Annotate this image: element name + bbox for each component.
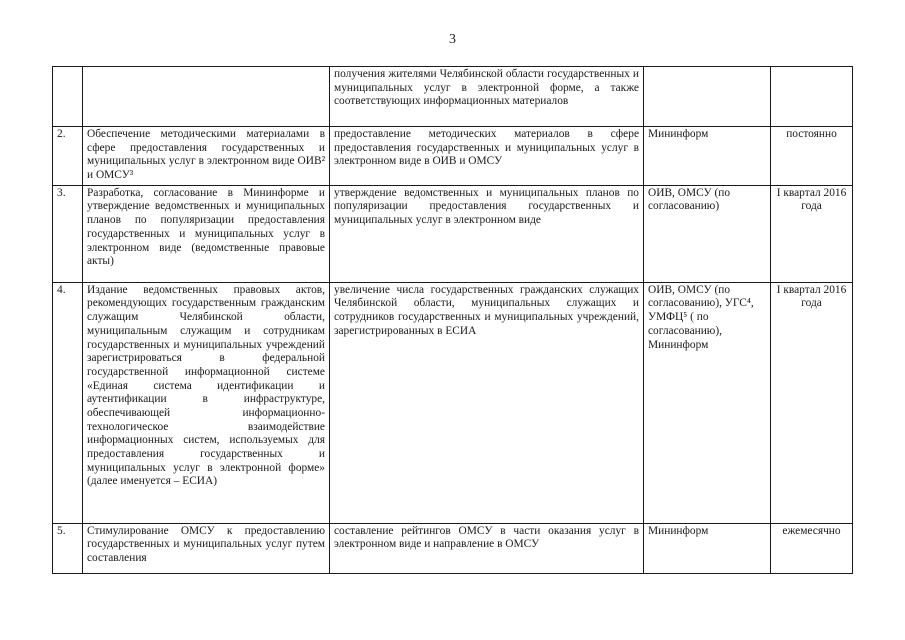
executor-cell: Мининформ [644,127,771,186]
event-cell: Стимулирование ОМСУ к предоставлению государственных и муниципальных услуг путем составления [83,523,330,573]
executor-cell: ОИВ, ОМСУ (по согласованию), УГС⁴, УМФЦ⁵ ( по согласованию), Мининформ [644,282,771,523]
plan-table [52,66,853,574]
result-cell: увеличение числа государственных гражданских служащих Челябинской области, муниципальных служащих и сотрудников государственных и муниципальных учреждений, зарегистрированных в ЕСИА [330,282,644,523]
term-cell [771,67,853,127]
result-cell: утверждение ведомственных и муниципальных планов по популяризации предоставления государственных и муниципальных услуг в электронном виде [330,185,644,282]
page-number: 3 [449,32,456,47]
table-row [53,282,853,523]
row-number: 5. [53,523,83,573]
table-row [53,523,853,573]
executor-cell: Мининформ [644,523,771,573]
row-number [53,67,83,127]
result-cell: предоставление методических материалов в сфере предоставления государственных и муниципальных услуг в электронном виде в ОИВ и ОМСУ [330,127,644,186]
term-cell: I квартал 2016 года [771,282,853,523]
table-row [53,67,853,127]
row-number: 2. [53,127,83,186]
executor-cell: ОИВ, ОМСУ (по согласованию) [644,185,771,282]
term-cell: I квартал 2016 года [771,185,853,282]
result-cell: получения жителями Челябинской области государственных и муниципальных услуг в электронной форме, а также соответствующих информационных материалов [330,67,644,127]
result-cell: составление рейтингов ОМСУ в части оказания услуг в электронном виде и направление в ОМСУ [330,523,644,573]
event-cell: Разработка, согласование в Мининформе и утверждение ведомственных и муниципальных планов по популяризации предоставления государственных и муниципальных услуг в электронном виде (ведомственные правовые акты) [83,185,330,282]
executor-cell [644,67,771,127]
row-number: 4. [53,282,83,523]
term-cell: ежемесячно [771,523,853,573]
table-row [53,185,853,282]
table-row [53,127,853,186]
row-number: 3. [53,185,83,282]
event-cell: Обеспечение методическими материалами в сфере предоставления государственных и муниципальных услуг в электронном виде ОИВ² и ОМСУ³ [83,127,330,186]
event-cell: Издание ведомственных правовых актов, рекомендующих государственным гражданским служащим Челябинской области, муниципальным служащим и сотрудникам государственных и муниципальных учреждений зарегистрироваться в федеральной государственной информационной системе «Единая система идентификации и аутентификации в инфраструктуре, обеспечивающей информационно-технологическое взаимодействие информационных систем, используемых для предоставления государственных и муниципальных услуг в электронной форме» (далее именуется – ЕСИА) [83,282,330,523]
event-cell [83,67,330,127]
term-cell: постоянно [771,127,853,186]
